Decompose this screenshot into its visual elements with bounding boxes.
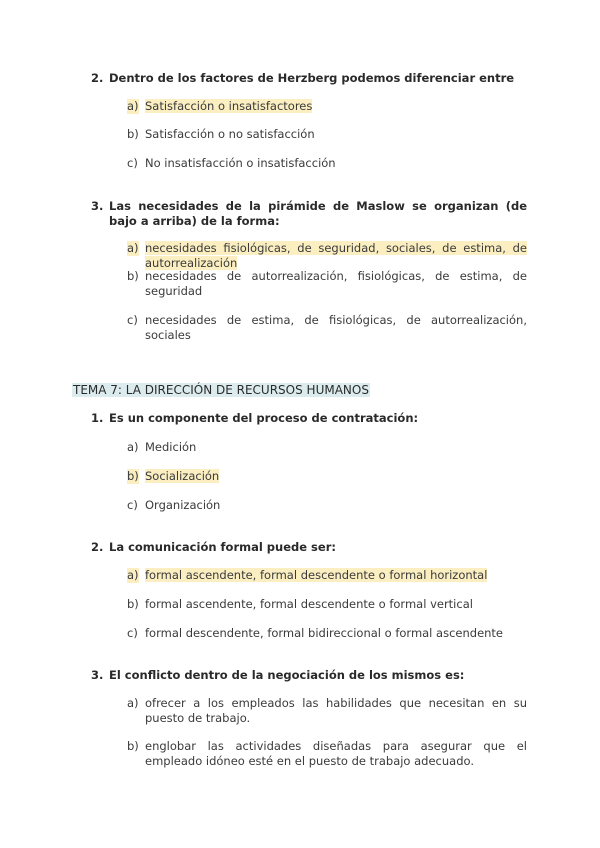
option-letter: b) <box>127 597 139 611</box>
section-title <box>72 382 370 398</box>
option-text: Medición <box>145 440 197 454</box>
option-text: formal descendente, formal bidireccional o formal ascendente <box>145 626 504 640</box>
question-text: El conflicto dentro de la negociación de los mismos es: <box>109 668 465 682</box>
option-text: Organización <box>145 498 221 512</box>
question-text: Las necesidades de la pirámide de Maslow se organizan (de bajo a arriba) de la forma: <box>109 199 527 228</box>
question-text: Dentro de los factores de Herzberg podemos diferenciar entre <box>109 71 515 85</box>
option-c <box>127 498 527 513</box>
option-letter: c) <box>127 156 138 170</box>
section-title-text: TEMA 7: LA DIRECCIÓN DE RECURSOS HUMANOS <box>73 383 369 397</box>
option-b <box>127 127 527 142</box>
option-a <box>127 568 527 583</box>
option-text: formal ascendente, formal descendente o formal horizontal <box>145 568 488 582</box>
question-text: La comunicación formal puede ser: <box>109 540 336 554</box>
question-1 <box>91 411 527 426</box>
option-letter: a) <box>127 241 139 255</box>
option-letter: c) <box>127 626 138 640</box>
question-text: Es un componente del proceso de contratación: <box>109 411 419 425</box>
question-number: 3. <box>91 668 104 682</box>
option-text: englobar las actividades diseñadas para asegurar que el empleado idóneo esté en el puesto de trabajo adecuado. <box>145 739 527 768</box>
option-text: necesidades de estima, de fisiológicas, de autorrealización, sociales <box>145 313 527 342</box>
option-c <box>127 156 527 171</box>
option-b <box>127 739 527 769</box>
option-a <box>127 696 527 726</box>
option-letter: b) <box>127 739 139 753</box>
option-letter: a) <box>127 440 139 454</box>
option-letter: b) <box>127 127 139 141</box>
option-b <box>127 269 527 299</box>
option-letter: a) <box>127 568 139 582</box>
option-a <box>127 99 527 114</box>
option-c <box>127 313 527 343</box>
option-text: ofrecer a los empleados las habilidades que necesitan en su puesto de trabajo. <box>145 696 527 725</box>
option-text: Satisfacción o insatisfactores <box>145 99 313 113</box>
option-b <box>127 597 527 612</box>
option-b <box>127 469 527 484</box>
question-number: 1. <box>91 411 104 425</box>
option-letter: b) <box>127 469 139 483</box>
question-2 <box>91 71 527 86</box>
option-letter: b) <box>127 269 139 283</box>
option-a <box>127 241 527 271</box>
option-text: formal ascendente, formal descendente o formal vertical <box>145 597 473 611</box>
option-text: No insatisfacción o insatisfacción <box>145 156 336 170</box>
question-number: 2. <box>91 540 104 554</box>
option-letter: a) <box>127 696 139 710</box>
option-text: necesidades de autorrealización, fisiológicas, de estima, de seguridad <box>145 269 527 298</box>
option-a <box>127 440 527 455</box>
option-letter: a) <box>127 99 139 113</box>
option-text: Satisfacción o no satisfacción <box>145 127 315 141</box>
option-text: necesidades fisiológicas, de seguridad, sociales, de estima, de autorrealización <box>145 241 527 270</box>
question-number: 3. <box>91 199 104 213</box>
question-3 <box>91 668 527 683</box>
option-letter: c) <box>127 313 138 327</box>
option-letter: c) <box>127 498 138 512</box>
question-number: 2. <box>91 71 104 85</box>
question-2 <box>91 540 527 555</box>
option-text: Socialización <box>145 469 220 483</box>
question-3 <box>91 199 527 229</box>
option-c <box>127 626 527 641</box>
